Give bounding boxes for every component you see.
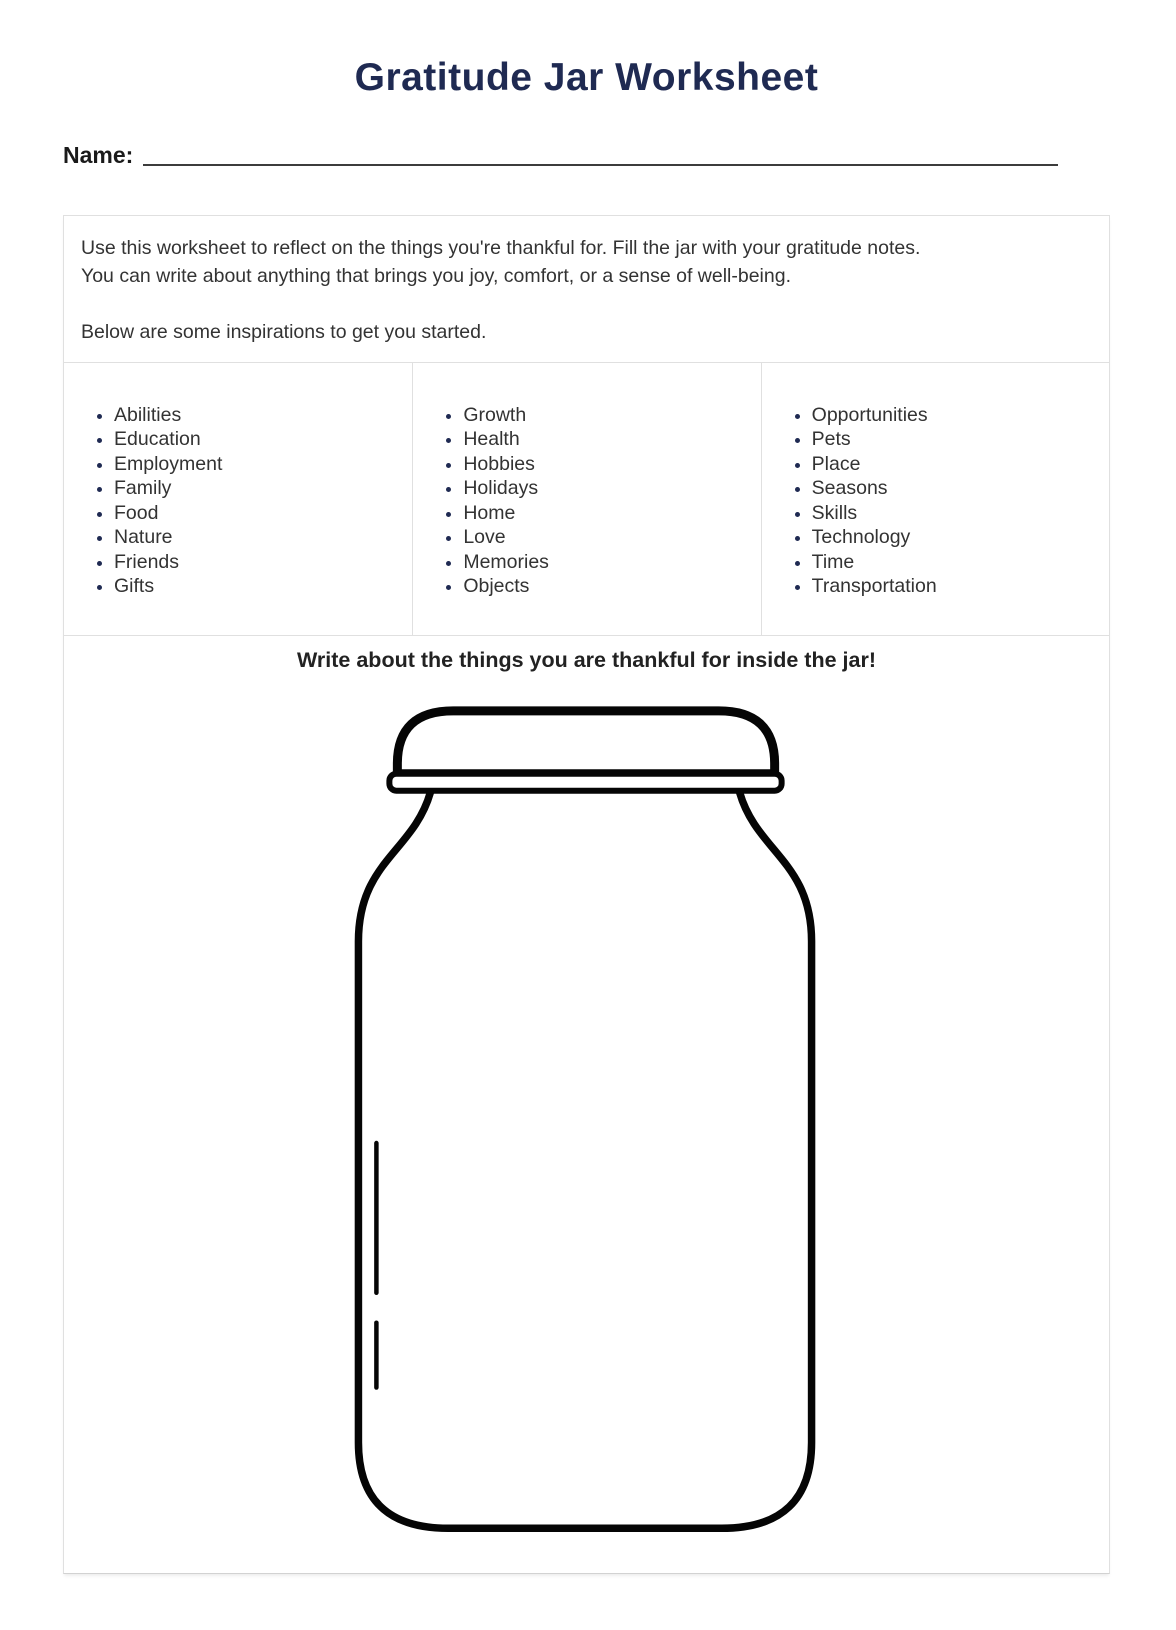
inspiration-item: • Employment: [114, 452, 404, 477]
inspiration-item: • Health: [463, 427, 752, 452]
instructions-line-1: Use this worksheet to reflect on the things you're thankful for. Fill the jar with your gratitude notes.: [81, 236, 921, 259]
jar-body-icon: [358, 792, 811, 1528]
inspiration-item: • Friends: [114, 550, 404, 575]
inspiration-item: • Growth: [463, 403, 752, 428]
inspiration-item: • Pets: [812, 427, 1101, 452]
jar-illustration: [64, 636, 1109, 1573]
inspiration-item: • Gifts: [114, 574, 404, 599]
blank-line: [81, 290, 1092, 318]
inspiration-item: • Education: [114, 427, 404, 452]
inspiration-item: • Family: [114, 476, 404, 501]
inspiration-item: • Time: [812, 550, 1101, 575]
jar-writing-area: [64, 636, 1109, 1573]
inspiration-column-1: [64, 363, 412, 635]
instructions-block: [64, 216, 1109, 362]
inspiration-item: • Place: [812, 452, 1101, 477]
name-label: Name:: [63, 141, 134, 168]
inspiration-lists: [64, 362, 1109, 636]
inspiration-item: • Nature: [114, 525, 404, 550]
jar-lid-band-icon: [389, 774, 781, 791]
inspiration-item: • Technology: [812, 525, 1101, 550]
inspiration-item: • Transportation: [812, 574, 1101, 599]
inspiration-item: • Abilities: [114, 403, 404, 428]
inspiration-item: • Holidays: [463, 476, 752, 501]
inspiration-item: • Memories: [463, 550, 752, 575]
name-row: [63, 142, 1110, 169]
inspiration-list: [64, 363, 412, 635]
jar-section-heading: Write about the things you are thankful for inside the jar!: [297, 647, 876, 672]
inspiration-item: • Food: [114, 501, 404, 526]
jar-lid-icon: [397, 711, 774, 774]
inspiration-column-3: [761, 363, 1109, 635]
name-input-line[interactable]: [143, 163, 1058, 166]
inspiration-item: • Hobbies: [463, 452, 752, 477]
instructions-line-2: You can write about anything that brings you joy, comfort, or a sense of well-being.: [81, 264, 791, 287]
inspiration-item: • Seasons: [812, 476, 1101, 501]
inspiration-list: [413, 363, 760, 635]
inspiration-item: • Skills: [812, 501, 1101, 526]
worksheet-page: [63, 0, 1110, 1574]
inspiration-item: • Opportunities: [812, 403, 1101, 428]
inspiration-item: • Objects: [463, 574, 752, 599]
worksheet-box: [63, 215, 1110, 1574]
inspiration-list: [762, 363, 1109, 635]
instructions-line-3: Below are some inspirations to get you started.: [81, 320, 487, 343]
inspiration-item: • Home: [463, 501, 752, 526]
inspiration-item: • Love: [463, 525, 752, 550]
page-title: Gratitude Jar Worksheet: [354, 56, 819, 99]
inspiration-column-2: [412, 363, 760, 635]
